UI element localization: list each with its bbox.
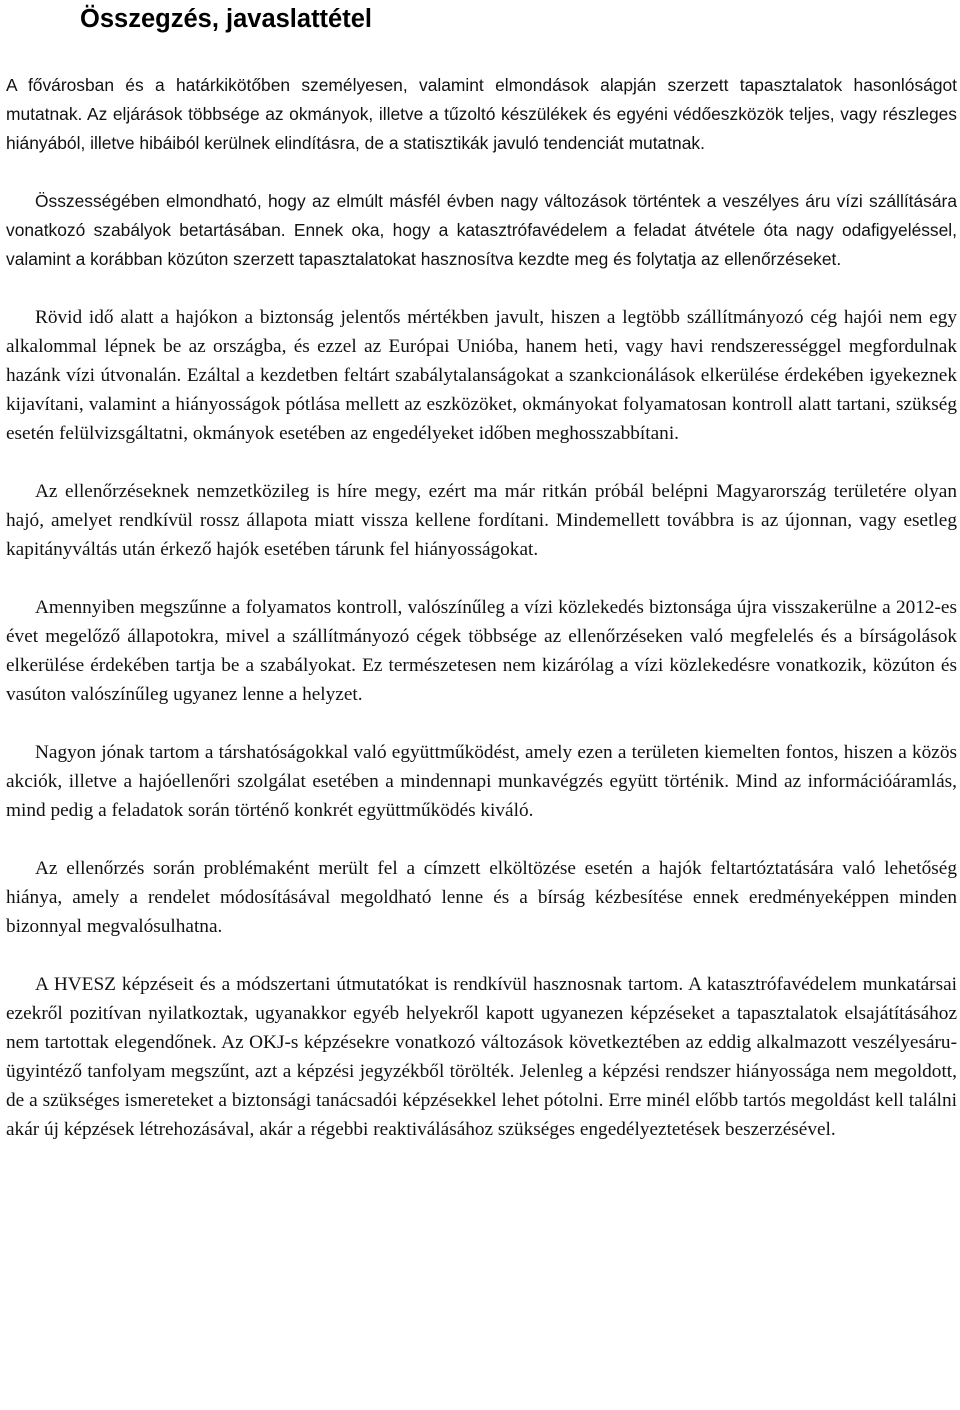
section-heading: Összegzés, javaslattétel: [80, 5, 372, 33]
paragraph-cooperation: Nagyon jónak tartom a társhatóságokkal való együttműködést, amely ezen a területen kiemelten fontos, hiszen a közös akciók, illetve a hajóellenőri szolgálat esetében a mindennapi munkavégzés együtt történik. Mind az információáramlás, mind pedig a feladatok során történő konkrét együttműködés kiváló.: [6, 742, 957, 821]
document-page: [6, 0, 957, 1144]
paragraph-problem: Az ellenőrzés során problémaként merült fel a címzett elköltözése esetén a hajók feltartóztatására való lehetőség hiánya, amely a rendelet módosításával megoldható lenne és a bírság kézbesítése ennek eredményeképpen minden bizonnyal megvalósulhatna.: [6, 858, 957, 937]
paragraph-safety-improvement: Rövid idő alatt a hajókon a biztonság jelentős mértékben javult, hiszen a legtöbb szállítmányozó cég hajói nem egy alkalommal lépnek be az országba, és ezzel az Európai Unióba, hanem heti, vagy havi rendszerességgel megfordulnak hazánk vízi útvonalán. Ezáltal a kezdetben feltárt szabálytalanságokat a szankcionálások elkerülése érdekében igyekeznek kijavítani, valamint a hiányosságok pótlása mellett az eszközöket, okmányokat folyamatosan kontroll alatt tartani, szükség esetén felülvizsgáltatni, okmányok esetében az engedélyeket időben meghosszabbítani.: [6, 307, 957, 444]
paragraph-overall: Összességében elmondható, hogy az elmúlt másfél évben nagy változások történtek a veszélyes áru vízi szállítására vonatkozó szabályok betartásában. Ennek oka, hogy a katasztrófavédelem a feladat átvétele óta nagy odafigyeléssel, valamint a korábban közúton szerzett tapasztalatokat hasznosítva kezdte meg és folytatja az ellenőrzéseket.: [6, 191, 957, 269]
paragraph-international-reputation: Az ellenőrzéseknek nemzetközileg is híre megy, ezért ma már ritkán próbál belépni Magyarország területére olyan hajó, amelyet rendkívül rossz állapota miatt vissza kellene fordítani. Mindemellett továbbra is az újonnan, vagy esetleg kapitányváltás után érkező hajók esetében tárunk fel hiányosságokat.: [6, 481, 957, 560]
paragraph-training: A HVESZ képzéseit és a módszertani útmutatókat is rendkívül hasznosnak tartom. A katasztrófavédelem munkatársai ezekről pozitívan nyilatkoztak, ugyanakkor egyéb helyekről kapott ugyanezen képzéseket a tapasztalatok elsajátításához nem tartottak elegendőnek. Az OKJ-s képzésekre vonatkozó változások következtében az eddig alkalmazott veszélyesáru-ügyintéző tanfolyam megszűnt, azt a képzési jegyzékből törölték. Jelenleg a képzési rendszer hiányossága nem megoldott, de a szükséges ismereteket a biztonsági tanácsadói képzésekkel lehet pótolni. Erre minél előbb tartós megoldást kell találni akár új képzések létrehozásával, akár a régebbi reaktiválásához szükséges engedélyeztetések beszerzésével.: [6, 974, 957, 1140]
paragraph-summary: A fővárosban és a határkikötőben személyesen, valamint elmondások alapján szerzett tapasztalatok hasonlóságot mutatnak. Az eljárások többsége az okmányok, illetve a tűzoltó készülékek és egyéni védőeszközök teljes, vagy részleges hiányából, illetve hibáiból kerülnek elindításra, de a statisztikák javuló tendenciát mutatnak.: [6, 75, 957, 153]
paragraph-continuous-control: Amennyiben megszűnne a folyamatos kontroll, valószínűleg a vízi közlekedés biztonsága újra visszakerülne a 2012-es évet megelőző állapotokra, mivel a szállítmányozó cégek többsége az ellenőrzéseken való megfelelés és a bírságolások elkerülése érdekében tartja be a szabályokat. Ez természetesen nem kizárólag a vízi közlekedésre vonatkozik, közúton és vasúton valószínűleg ugyanez lenne a helyzet.: [6, 597, 957, 705]
